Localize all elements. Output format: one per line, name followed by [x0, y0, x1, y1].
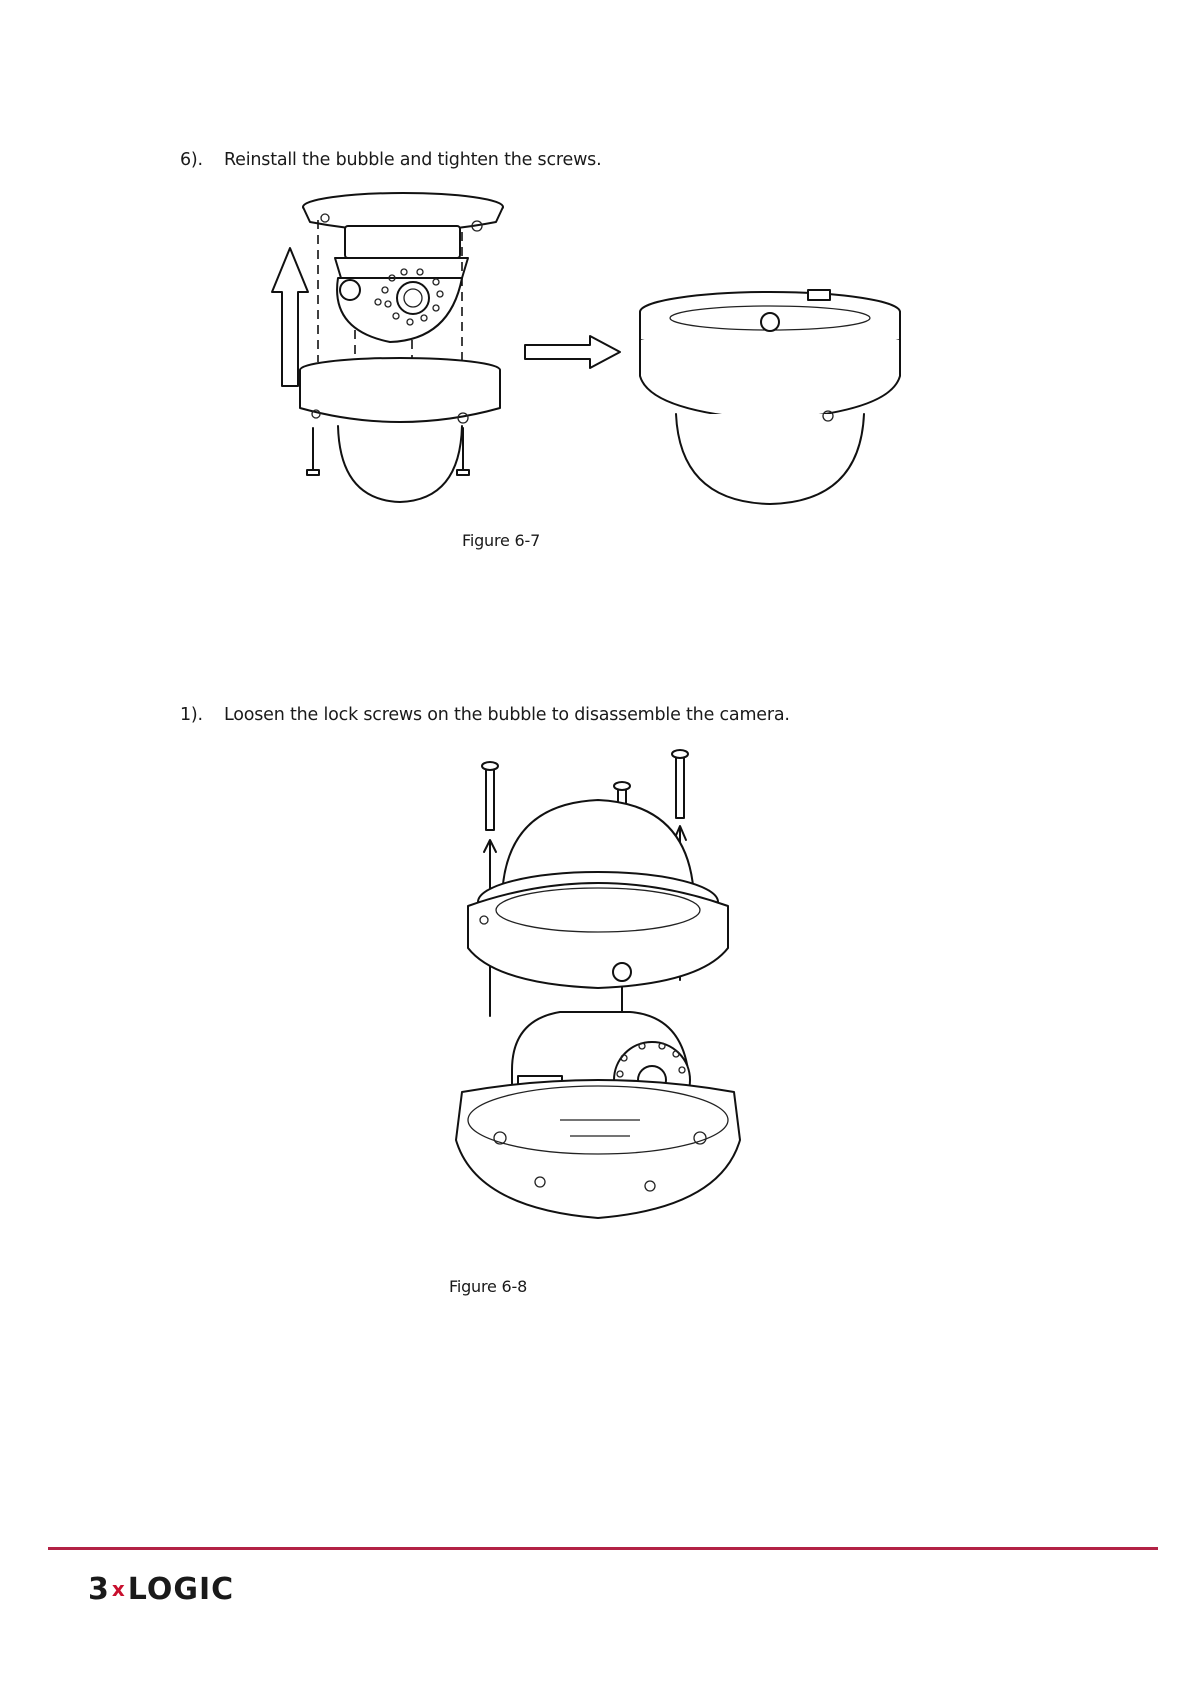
step-text: Loosen the lock screws on the bubble to disassemble the camera. — [224, 705, 790, 725]
step-text: Reinstall the bubble and tighten the screws. — [224, 150, 602, 170]
figure-caption: Figure 6-8 — [449, 1277, 528, 1296]
footer-divider — [48, 1547, 1158, 1550]
step-number: 6). — [180, 150, 203, 170]
company-logo — [88, 1572, 234, 1607]
logo-x: x — [111, 1577, 126, 1601]
mounting-base — [456, 1080, 740, 1218]
bubble-cover — [300, 358, 500, 502]
screw-icon — [482, 762, 498, 830]
camera-module — [335, 226, 468, 342]
bubble-cover-ring — [468, 883, 728, 988]
lift-arrow-icon — [272, 248, 308, 386]
screw-icon — [307, 428, 319, 475]
logo-prefix: 3 — [88, 1572, 110, 1607]
figure-6-8-illustration — [0, 740, 1191, 1240]
logo-suffix: LOGIC — [127, 1572, 235, 1607]
step-number: 1). — [180, 705, 203, 725]
figure-caption: Figure 6-7 — [462, 531, 541, 550]
assembled-camera — [640, 290, 900, 504]
screw-icon — [672, 750, 688, 818]
figure-6-7-illustration — [0, 0, 1191, 540]
right-arrow-icon — [525, 336, 620, 368]
